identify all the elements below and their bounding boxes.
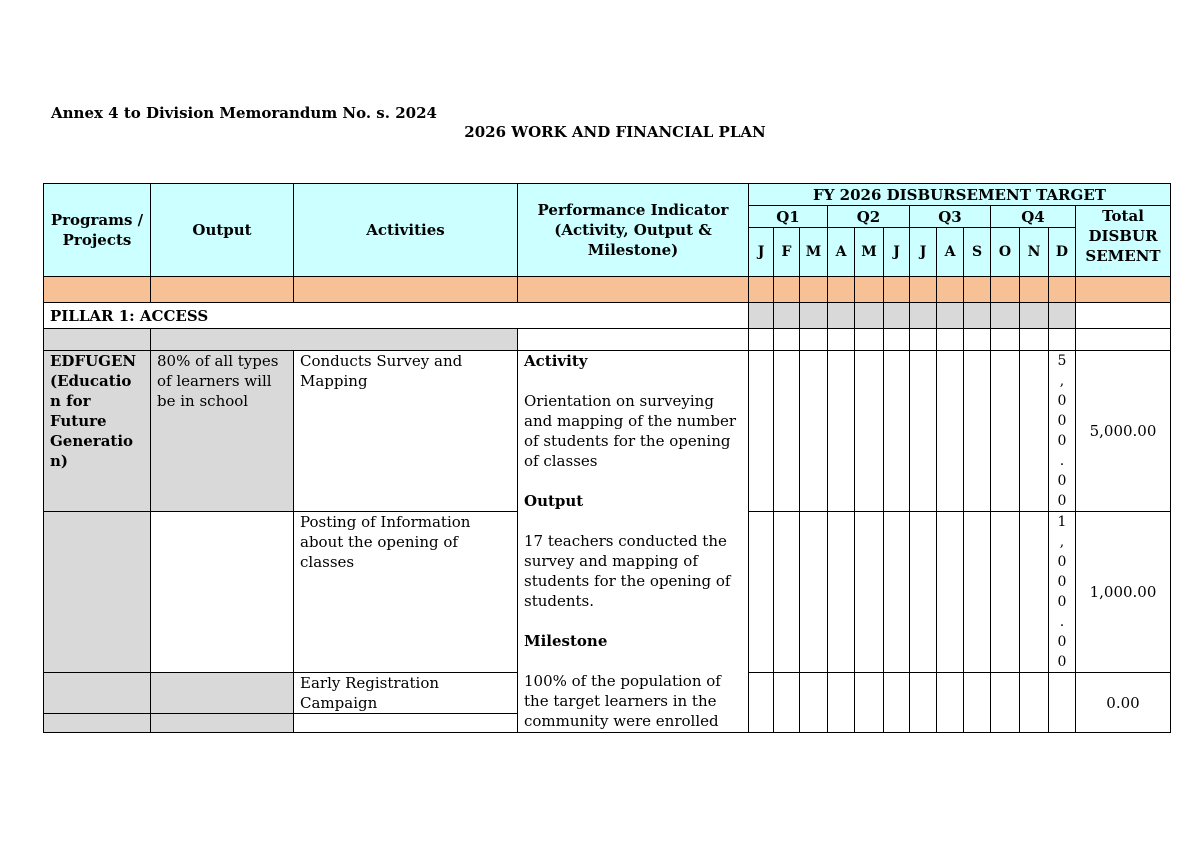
month-header: J: [910, 228, 937, 277]
activity-name: Posting of Information about the opening of classes: [294, 512, 518, 673]
month-header: J: [884, 228, 910, 277]
work-financial-plan-table: [43, 183, 1171, 733]
quarter-header-q2: Q2: [828, 206, 910, 228]
month-header: M: [800, 228, 828, 277]
output-label: Output: [524, 492, 584, 510]
quarter-header-q3: Q3: [910, 206, 991, 228]
output-description: 17 teachers conducted the survey and mapping of students for the opening of students.: [524, 532, 731, 610]
month-header: N: [1020, 228, 1049, 277]
spacer-row: [44, 277, 1171, 303]
month-header: M: [855, 228, 884, 277]
milestone-label: Milestone: [524, 632, 608, 650]
blank-row: [44, 329, 1171, 351]
col-header-activities: Activities: [294, 184, 518, 277]
month-header: O: [991, 228, 1020, 277]
table-row: [44, 351, 1171, 512]
output-text: 80% of all types of learners will be in school: [151, 351, 294, 512]
december-amount: 1 , 0 0 0 . 0 0: [1049, 512, 1076, 673]
activity-name: Early Registration Campaign: [294, 673, 518, 714]
month-header: J: [749, 228, 774, 277]
total-disbursement: 0.00: [1076, 673, 1171, 733]
pillar-row: [44, 303, 1171, 329]
milestone-description: 100% of the population of the target learners in the community were enrolled: [524, 672, 721, 730]
quarter-header-q1: Q1: [749, 206, 828, 228]
col-header-performance: Performance Indicator (Activity, Output & Milestone): [518, 184, 749, 277]
december-amount: 5 , 0 0 0 . 0 0: [1049, 351, 1076, 512]
performance-indicator: [518, 351, 749, 733]
col-header-programs: Programs / Projects: [44, 184, 151, 277]
col-header-output: Output: [151, 184, 294, 277]
total-disbursement: 5,000.00: [1076, 351, 1171, 512]
total-disbursement: 1,000.00: [1076, 512, 1171, 673]
pillar-label: PILLAR 1: ACCESS: [44, 303, 749, 329]
month-header: A: [828, 228, 855, 277]
quarter-header-q4: Q4: [991, 206, 1076, 228]
program-name: EDFUGEN (Educatio n for Future Generatio n): [44, 351, 151, 512]
document-title: 2026 WORK AND FINANCIAL PLAN: [464, 123, 766, 141]
month-header: S: [964, 228, 991, 277]
activity-description: Orientation on surveying and mapping of the number of students for the opening of classes: [524, 392, 737, 470]
activity-name: Conducts Survey and Mapping: [294, 351, 518, 512]
col-header-total: Total DISBUR SEMENT: [1076, 206, 1171, 277]
activity-label: Activity: [524, 352, 588, 370]
col-header-disbursement: FY 2026 DISBURSEMENT TARGET: [749, 184, 1171, 206]
month-header: A: [937, 228, 964, 277]
month-header: D: [1049, 228, 1076, 277]
annex-reference: Annex 4 to Division Memorandum No. s. 2024: [51, 104, 437, 122]
month-header: F: [774, 228, 800, 277]
